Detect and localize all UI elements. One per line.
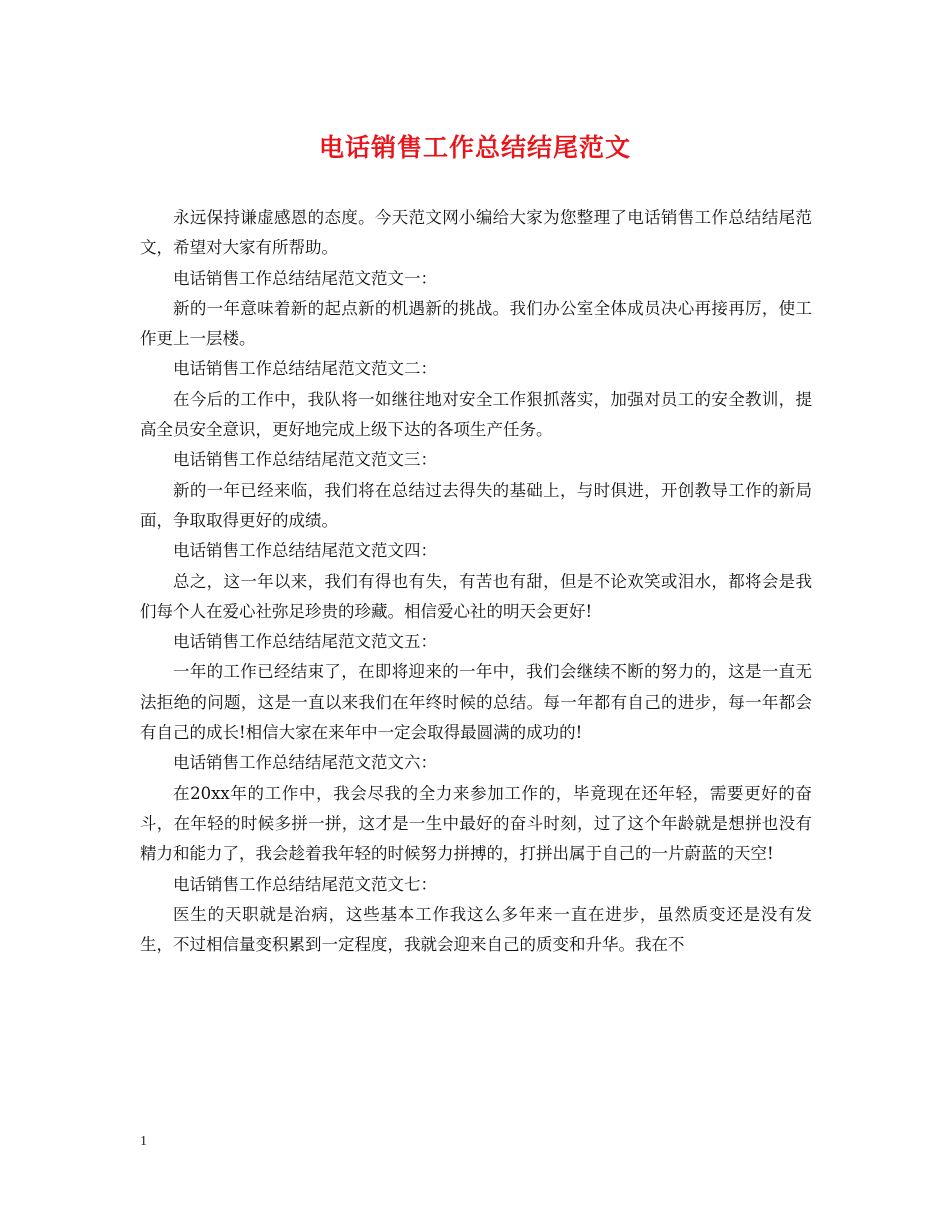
intro-paragraph: 永远保持谦虚感恩的态度。今天范文网小编给大家为您整理了电话销售工作总结结尾范文，希望对大家有所帮助。 [140, 208, 812, 258]
section-paragraph: 一年的工作已经结束了，在即将迎来的一年中，我们会继续不断的努力的，这是一直无法拒绝的问题，这是一直以来我们在年终时候的总结。每一年都有自己的进步，每一年都会有自己的成长!相信大家在来年中一定会取得最圆满的成功的! [140, 662, 812, 743]
page-number: 1 [140, 1134, 147, 1149]
section-paragraph: 总之，这一年以来，我们有得也有失，有苦也有甜，但是不论欢笑或泪水，都将会是我们每个人在爱心社弥足珍贵的珍藏。相信爱心社的明天会更好! [140, 571, 812, 621]
section-heading: 电话销售工作总结结尾范文范文六： [173, 753, 437, 773]
section-heading: 电话销售工作总结结尾范文范文七： [173, 874, 437, 894]
section-paragraph: 新的一年意味着新的起点新的机遇新的挑战。我们办公室全体成员决心再接再厉，使工作更上一层楼。 [140, 298, 812, 349]
section-paragraph: 在今后的工作中，我队将一如继往地对安全工作狠抓落实，加强对员工的安全教训，提高全员安全意识，更好地完成上级下达的各项生产任务。 [140, 389, 812, 440]
section-heading: 电话销售工作总结结尾范文范文四： [173, 541, 437, 561]
section-paragraph: 医生的天职就是治病，这些基本工作我这么多年来一直在进步，虽然质变还是没有发生，不过相信量变积累到一定程度，我就会迎来自己的质变和升华。我在不 [140, 904, 812, 955]
section-paragraph: 新的一年已经来临，我们将在总结过去得失的基础上，与时俱进，开创教导工作的新局面，争取取得更好的成绩。 [140, 480, 812, 530]
section-paragraph: 在20xx年的工作中，我会尽我的全力来参加工作的，毕竟现在还年轻，需要更好的奋斗，在年轻的时候多拼一拼，这才是一生中最好的奋斗时刻，过了这个年龄就是想拼也没有精力和能力了，我会趁着我年轻的时候努力拼搏的，打拼出属于自己的一片蔚蓝的天空! [140, 783, 812, 864]
section-heading: 电话销售工作总结结尾范文范文三： [173, 450, 437, 470]
section-heading: 电话销售工作总结结尾范文范文五： [173, 632, 437, 652]
section-heading: 电话销售工作总结结尾范文范文二： [173, 359, 437, 379]
document-title: 电话销售工作总结结尾范文 [318, 133, 631, 162]
section-heading: 电话销售工作总结结尾范文范文一： [173, 268, 437, 288]
document-body [140, 203, 812, 960]
